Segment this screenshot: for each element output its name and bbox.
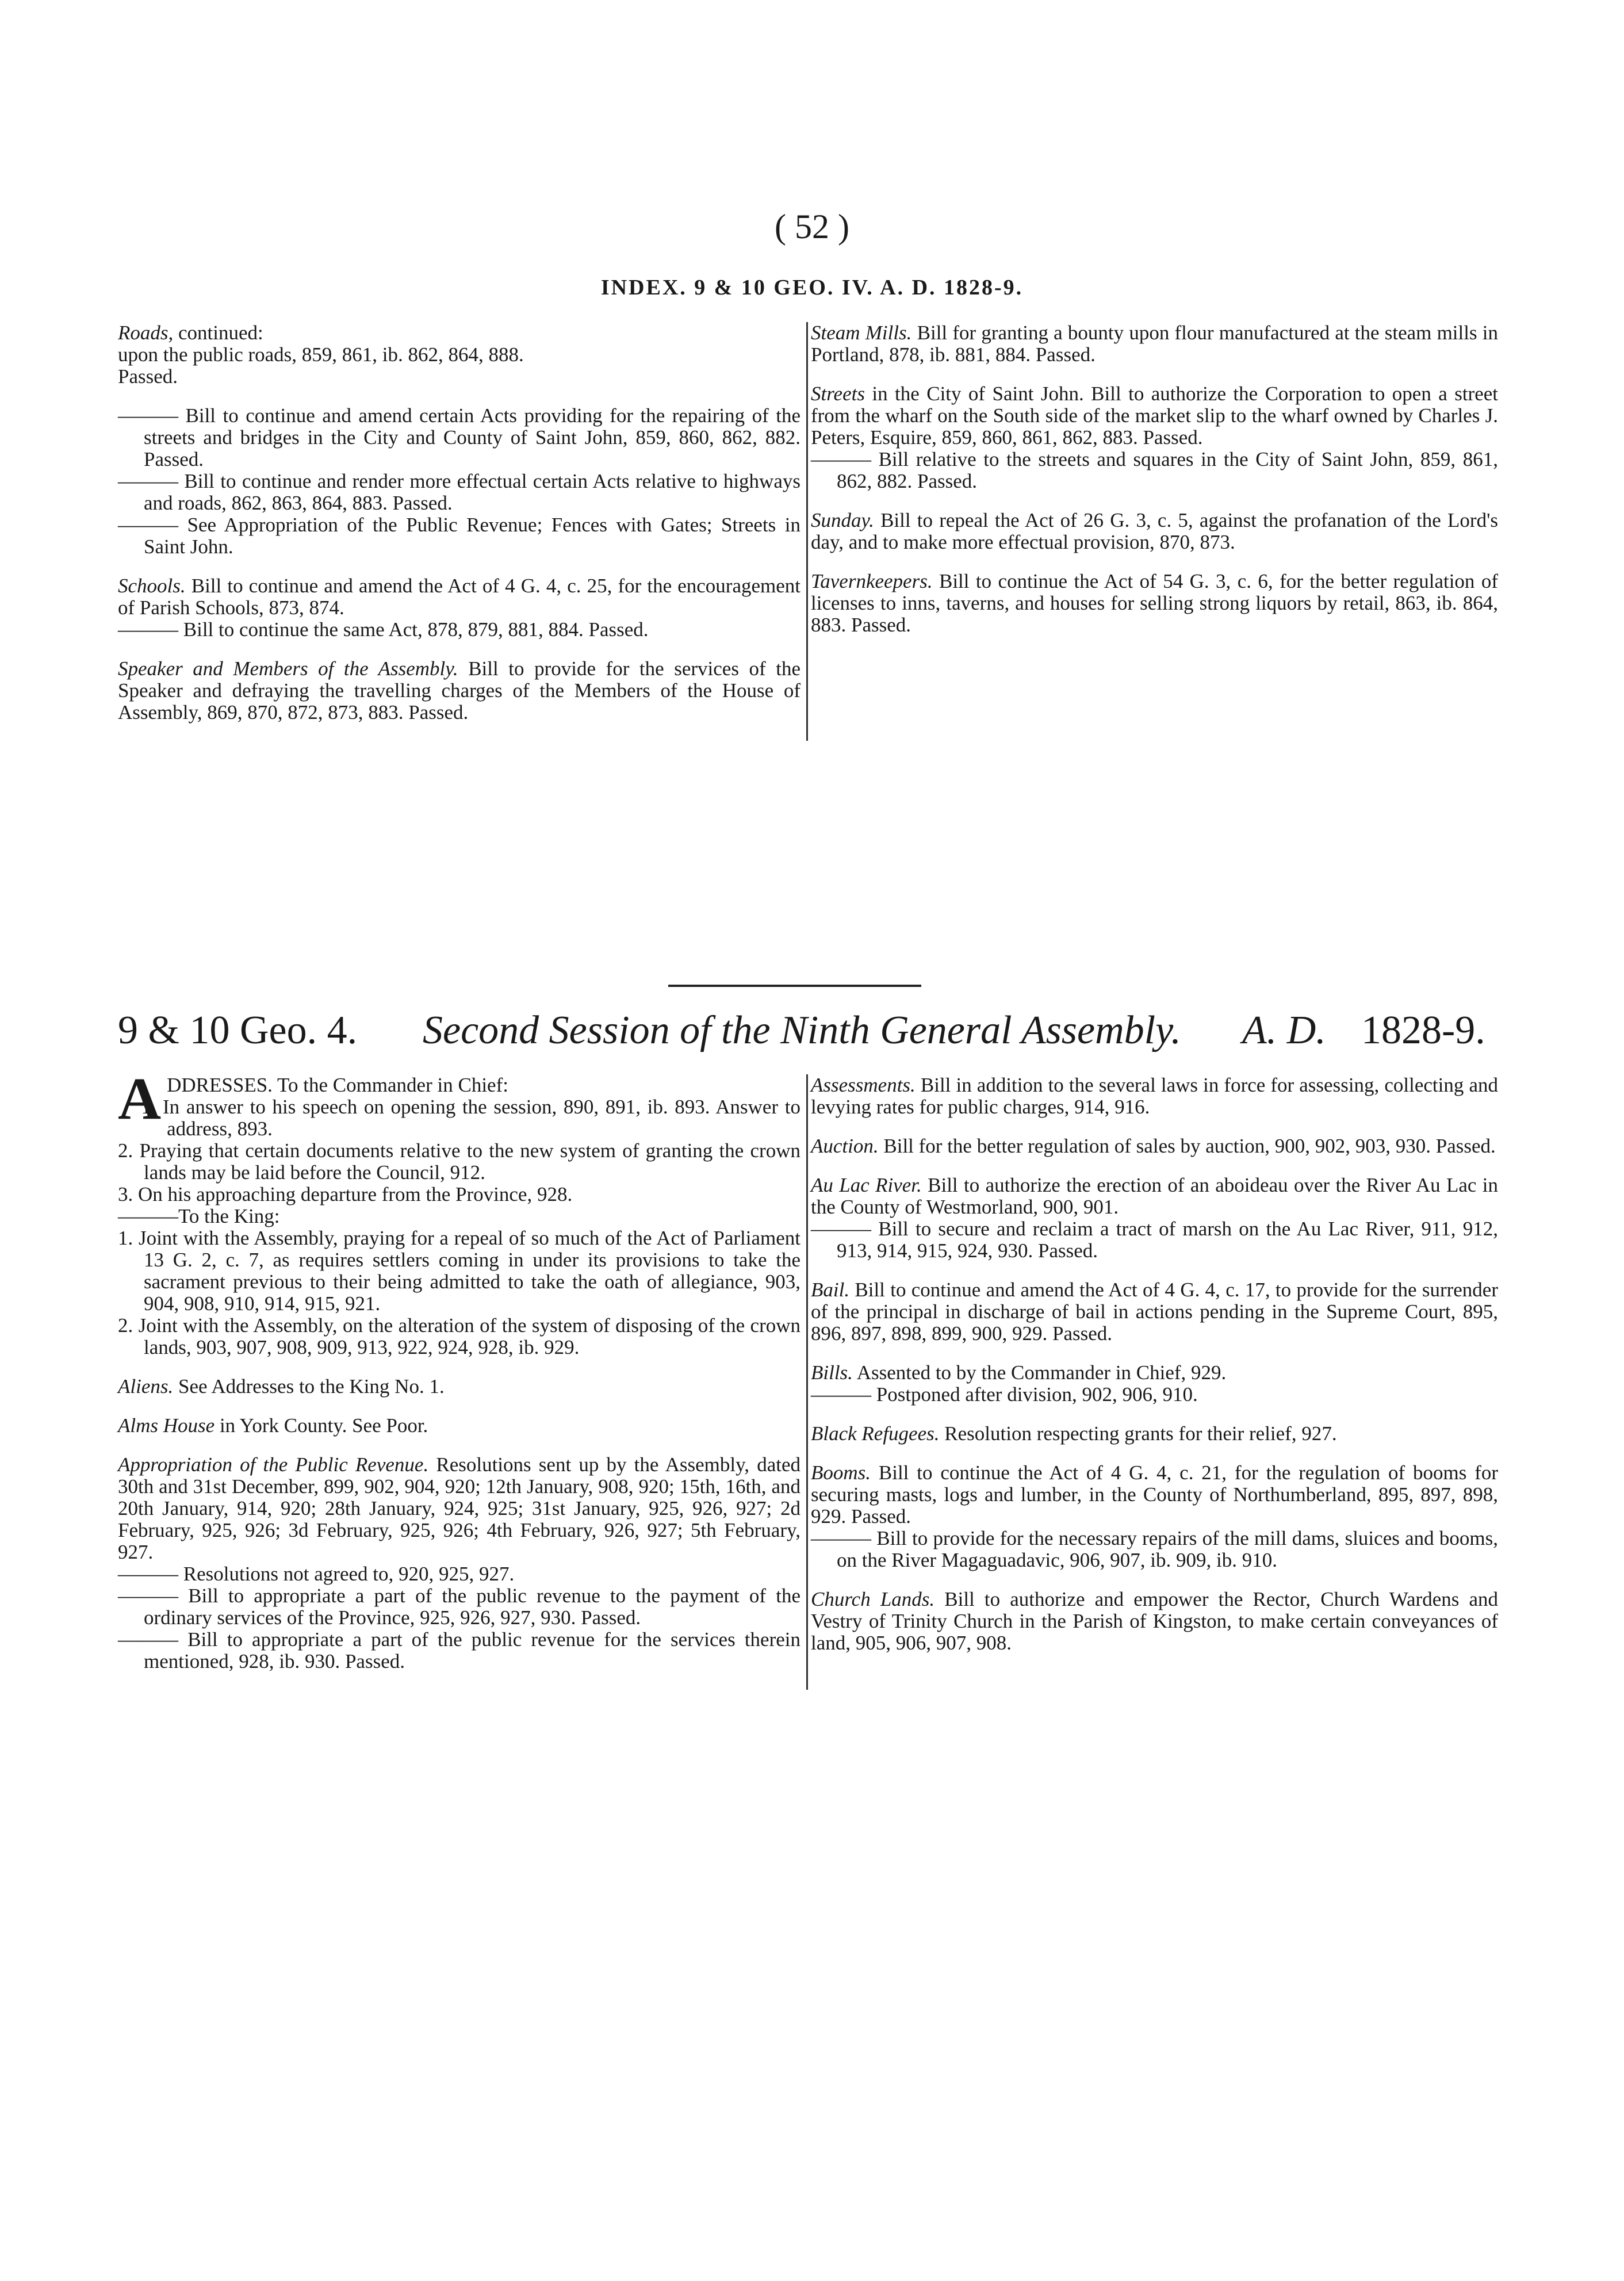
index-heading: Streets [811,382,865,405]
index-entry-text: 1. In answer to his speech on opening the session, 890, 891, ib. 893. Answer to address, 893. [141,1096,800,1140]
index-entry-text: in the City of Saint John. Bill to authorize the Corporation to open a street from the wharf on the South side of the market slip to the wharf owned by Charles J. Peters, Esquire, 859, 860, 861, 862, 883. Passed. [811,382,1498,449]
upper-right-column [811,322,1498,653]
section-divider [668,985,921,987]
index-entry-line [811,510,1498,553]
index-entry-text: ——— See Appropriation of the Public Revenue; Fences with Gates; Streets in Saint John. [118,514,800,558]
index-entry-text: 3. On his approaching departure from the Province, 928. [118,1183,573,1205]
index-entry-text: 1. Joint with the Assembly, praying for a repeal of so much of the Act of Parliament 13 G. 2, c. 7, as requires settlers coming in under its provisions to take the sacrament previous to their being admitted to take the oath of allegiance, 903, 904, 908, 910, 914, 915, 921. [118,1227,800,1315]
index-entry [811,510,1498,553]
index-entry-text: ——— Bill to provide for the necessary repairs of the mill dams, sluices and booms, on the River Magaguadavic, 906, 907, ib. 909, ib. 910. [811,1527,1498,1571]
index-entry-line [118,1454,800,1563]
index-entry [811,1135,1498,1157]
index-entry-text: ——— Bill to secure and reclaim a tract of marsh on the Au Lac River, 911, 912, 913, 914, 915, 924, 930. Passed. [811,1218,1498,1262]
index-entry-line [118,366,800,388]
index-entry-text: in York County. See Poor. [215,1414,428,1437]
index-heading: DDRESSES. [167,1074,273,1096]
index-entry [118,1415,800,1437]
index-entry-text: 2. Praying that certain documents relative to the new system of granting the crown lands may be laid before the Council, 912. [118,1139,800,1184]
drop-cap: A [118,1066,162,1132]
index-entry [811,571,1498,636]
index-entry-text: Passed. [118,365,178,388]
index-entry-line [811,383,1498,449]
index-entry-line [811,1135,1498,1157]
index-entry-text: ——— Bill to appropriate a part of the public revenue to the payment of the ordinary services of the Province, 925, 926, 927, 930. Passed. [118,1585,800,1629]
page-number: ( 52 ) [775,208,849,246]
index-entry-text: Bill for granting a bounty upon flour manufactured at the steam mills in Portland, 878, ib. 881, 884. Passed. [811,322,1499,366]
index-heading: Bail. [811,1279,850,1301]
index-entry-text: Bill to continue and amend the Act of 4 G. 4, c. 17, to provide for the surrender of the principal in discharge of bail in actions pending in the Supreme Court, 895, 896, 897, 898, 899, 900, 929. Passed. [811,1279,1498,1345]
index-entry-text: ——— Bill to continue and render more effectual certain Acts relative to highways and roads, 862, 863, 864, 883. Passed. [118,470,800,514]
index-entry [811,383,1498,492]
index-heading: Appropriation of the Public Revenue. [118,1453,429,1476]
index-heading: Au Lac River. [811,1174,922,1196]
index-entry-text: Bill to repeal the Act of 26 G. 3, c. 5, against the profanation of the Lord's day, and to make more effectual provision, 870, 873. [811,509,1498,553]
running-head: INDEX. 9 & 10 GEO. IV. A. D. 1828-9. [600,275,1024,300]
index-heading: Auction. [811,1135,879,1157]
index-entry-text: 2. Joint with the Assembly, on the alteration of the system of disposing of the crown lands, 903, 907, 908, 909, 913, 922, 924, 928, ib. 929. [118,1314,800,1358]
index-entry-text: ——— Bill to continue and amend certain Acts providing for the repairing of the streets and bridges in the City and County of Saint John, 859, 860, 862, 882. Passed. [118,404,800,470]
index-heading: Tavernkeepers. [811,570,933,592]
session-name: Second Session of the Ninth General Assembly. [423,1008,1181,1053]
index-heading: Black Refugees. [811,1422,940,1445]
index-entry-line [118,1140,800,1184]
index-entry-line [118,322,800,344]
index-entry-line [118,1629,800,1673]
index-entry-text: ——— Resolutions not agreed to, 920, 925, 927. [118,1563,515,1585]
index-heading: Schools. [118,575,186,597]
index-entry-line [811,1279,1498,1345]
index-entry-text: Bill to continue and amend the Act of 4 G. 4, c. 25, for the encouragement of Parish Schools, 873, 874. [118,575,800,619]
index-heading: Speaker and Members of the Assembly. [118,657,458,680]
index-entry-text: Resolution respecting grants for their relief, 927. [939,1422,1337,1445]
index-entry-line [811,1362,1498,1384]
index-entry-line [118,344,800,366]
index-entry-line [118,1376,800,1398]
index-entry [811,1174,1498,1262]
index-entry-text: Bill to continue the Act of 4 G. 4, c. 21, for the regulation of booms for securing masts, logs and lumber, in the County of Northumberland, 895, 897, 898, 929. Passed. [811,1461,1498,1528]
index-entry-text: ——— Bill relative to the streets and squares in the City of Saint John, 859, 861, 862, 882. Passed. [811,448,1498,492]
index-heading: Booms. [811,1461,871,1484]
index-entry-line [118,658,800,724]
index-entry-line [118,1415,800,1437]
index-entry-line [811,1528,1498,1571]
index-entry [118,322,800,388]
index-entry-text: Assented to by the Commander in Chief, 929. [852,1361,1227,1384]
index-entry-line [811,1218,1498,1262]
index-entry-text: Bill to continue the Act of 54 G. 3, c. 6, for the better regulation of licenses to inns, taverns, and houses for selling strong liquors by retail, 863, ib. 864, 883. Passed. [811,570,1498,636]
index-entry-line [118,619,800,641]
session-reign: 9 & 10 Geo. 4. [118,1008,358,1053]
index-entry [118,658,800,724]
index-entry-text: See Addresses to the King No. 1. [173,1375,445,1398]
index-entry-text: ——— Bill to continue the same Act, 878, 879, 881, 884. Passed. [118,618,649,641]
index-entry-text: Bill for the better regulation of sales by auction, 900, 902, 903, 930. Passed. [878,1135,1496,1157]
index-entry [118,405,800,558]
index-entry-line [118,1227,800,1315]
index-heading: Church Lands. [811,1588,935,1610]
index-entry-text: Bill to provide for the services of the Speaker and defraying the travelling charges of the Members of the House of Assembly, 869, 870, 872, 873, 883. Passed. [118,657,800,724]
index-entry-text: Bill to authorize the erection of an aboideau over the River Au Lac in the County of Westmorland, 900, 901. [811,1174,1498,1218]
index-entry-line [811,571,1498,636]
index-entry-line [118,405,800,470]
lower-right-column [811,1074,1498,1671]
index-entry-line [118,1096,800,1140]
index-entry-line [118,1563,800,1585]
index-entry-text: Bill in addition to the several laws in force for assessing, collecting and levying rates for public charges, 914, 916. [811,1074,1498,1118]
index-entry-text: ——— Bill to appropriate a part of the public revenue for the services therein mentioned, 928, ib. 930. Passed. [118,1628,800,1673]
index-entry [118,1454,800,1673]
index-entry-line [811,1074,1498,1118]
index-heading: Roads, [118,322,174,344]
index-heading: Steam Mills. [811,322,912,344]
index-entry-text: Bill to authorize and empower the Rector, Church Wardens and Vestry of Trinity Church in the Parish of Kingston, to make certain conveyances of land, 905, 906, 907, 908. [811,1588,1499,1654]
index-entry [118,575,800,641]
index-entry [811,1423,1498,1445]
index-entry-text: upon the public roads, 859, 861, ib. 862, 864, 888. [118,343,524,366]
index-entry [811,1462,1498,1571]
index-entry-text: continued: [173,322,263,344]
index-entry-line [118,1205,800,1227]
index-entry-line [811,1462,1498,1528]
index-entry [811,1074,1498,1118]
upper-left-column [118,322,808,741]
index-entry-line [118,470,800,514]
index-entry-text: ———To the King: [118,1205,280,1227]
index-entry [811,1279,1498,1345]
index-entry-line [811,449,1498,492]
index-heading: Alms House [118,1414,215,1437]
index-entry-line [118,514,800,558]
index-heading: Aliens. [118,1375,174,1398]
index-entry-line [811,1384,1498,1406]
index-entry-text: To the Commander in Chief: [272,1074,508,1096]
session-year: 1828-9. [1361,1008,1485,1053]
index-entry-line [118,1184,800,1205]
index-entry-line [811,1423,1498,1445]
index-heading: Bills. [811,1361,853,1384]
index-entry-text: Resolutions sent up by the Assembly, dated 30th and 31st December, 899, 902, 904, 920; 12th January, 908, 920; 15th, 16th, and 20th January, 914, 920; 28th January, 924, 925; 31st January, 925, 926, 927; 2d February, 925, 926; 3d February, 925, 926; 4th February, 926, 927; 5th February, 927. [118,1453,800,1563]
index-entry [811,322,1498,366]
index-entry-line [811,1174,1498,1218]
index-heading: Sunday. [811,509,874,531]
index-entry [811,1362,1498,1406]
index-entry [811,1589,1498,1654]
index-entry-text: ——— Postponed after division, 902, 906, 910. [811,1383,1198,1406]
index-entry-line [811,1589,1498,1654]
index-entry-line [811,322,1498,366]
index-heading: Assessments. [811,1074,916,1096]
index-entry-line [118,1315,800,1358]
lower-left-column [118,1066,808,1690]
session-ad: A. D. [1242,1008,1326,1053]
index-entry-line [118,1585,800,1629]
index-entry [118,1066,800,1358]
index-entry-line [118,575,800,619]
index-entry [118,1376,800,1398]
